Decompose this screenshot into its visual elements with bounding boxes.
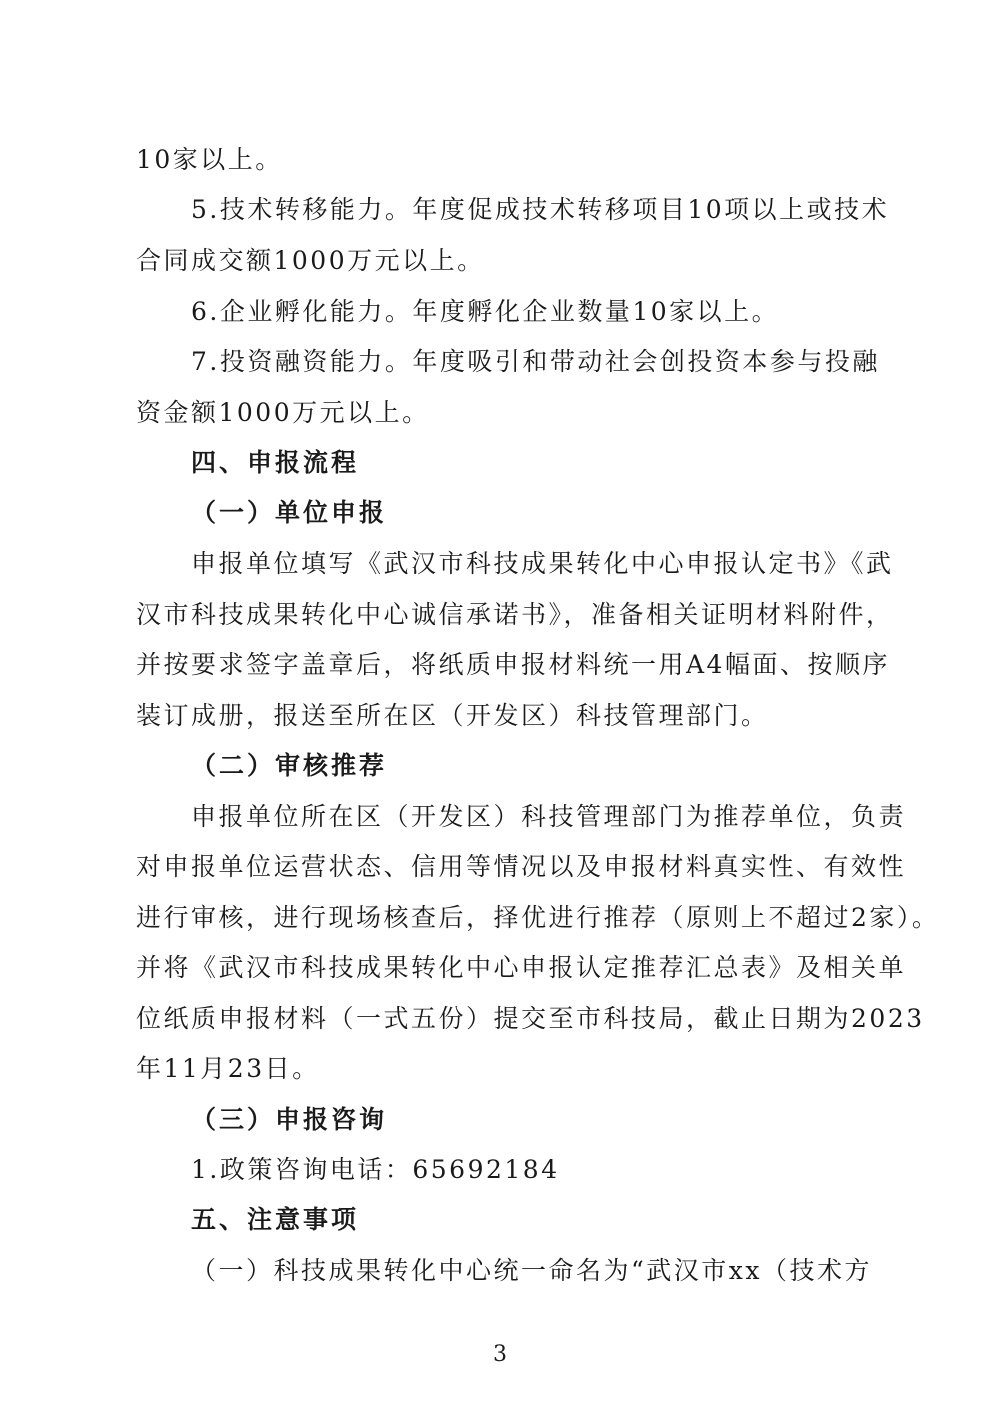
paragraph-line: （一）科技成果转化中心统一命名为“武汉市xx（技术方 — [191, 1256, 872, 1285]
paragraph-line: 6.企业孵化能力。年度孵化企业数量10家以上。 — [191, 297, 780, 326]
subsection-heading: （一）单位申报 — [191, 498, 388, 527]
subsection-heading: （二）审核推荐 — [191, 751, 388, 780]
paragraph-line: 对申报单位运营状态、信用等情况以及申报材料真实性、有效性 — [136, 852, 907, 881]
paragraph-line: 资金额1000万元以上。 — [136, 398, 430, 427]
paragraph-line: 申报单位填写《武汉市科技成果转化中心申报认定书》《武 — [191, 549, 894, 578]
paragraph-line: 10家以上。 — [136, 145, 283, 174]
paragraph-line: 位纸质申报材料（一式五份）提交至市科技局，截止日期为2023 — [136, 1004, 925, 1033]
section-heading: 四、申报流程 — [191, 448, 360, 477]
paragraph-line: 申报单位所在区（开发区）科技管理部门为推荐单位，负责 — [191, 802, 907, 831]
paragraph-line: 5.技术转移能力。年度促成技术转移项目10项以上或技术 — [191, 195, 890, 224]
paragraph-line: 并将《武汉市科技成果转化中心申报认定推荐汇总表》及相关单 — [136, 953, 907, 982]
paragraph-line: 装订成册，报送至所在区（开发区）科技管理部门。 — [136, 701, 769, 730]
paragraph-line: 进行审核，进行现场核查后，择优进行推荐（原则上不超过2家）。 — [136, 903, 940, 932]
paragraph-line: 年11月23日。 — [136, 1054, 320, 1083]
section-heading: 五、注意事项 — [191, 1205, 360, 1234]
page-number: 3 — [493, 1342, 507, 1367]
paragraph-line: 汉市科技成果转化中心诚信承诺书》，准备相关证明材料附件， — [136, 600, 894, 629]
paragraph-line: 1.政策咨询电话：65692184 — [191, 1155, 560, 1184]
paragraph-line: 并按要求签字盖章后，将纸质申报材料统一用A4幅面、按顺序 — [136, 650, 890, 679]
paragraph-line: 合同成交额1000万元以上。 — [136, 246, 485, 275]
paragraph-line: 7.投资融资能力。年度吸引和带动社会创投资本参与投融 — [191, 347, 880, 376]
subsection-heading: （三）申报咨询 — [191, 1105, 388, 1134]
